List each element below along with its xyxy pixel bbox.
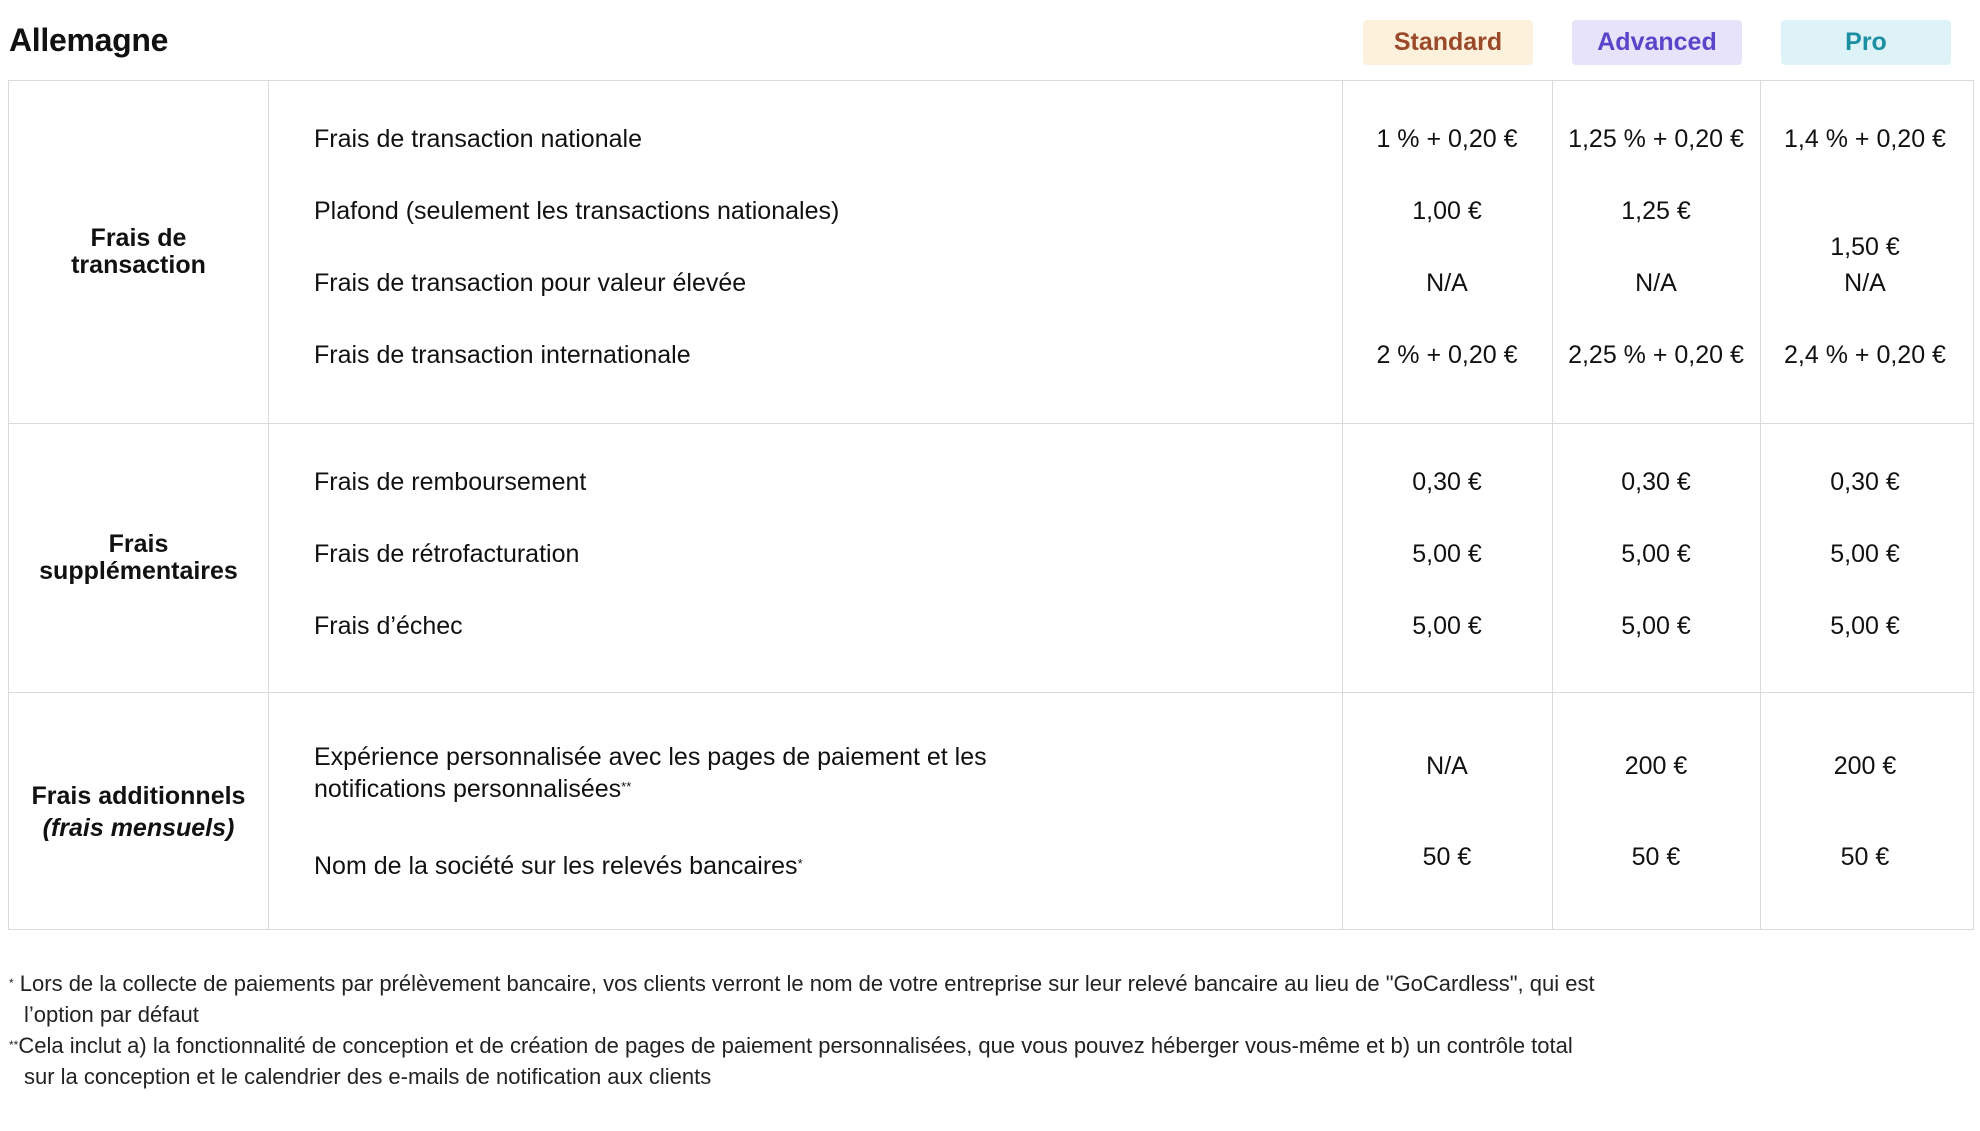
value-advanced: 5,00 € — [1621, 612, 1691, 640]
section-label-line: (frais mensuels) — [42, 813, 235, 842]
row-label: Frais de transaction internationale — [314, 341, 691, 369]
row-label: Frais de remboursement — [314, 468, 587, 496]
value-pro: 0,30 € — [1830, 468, 1900, 496]
value-advanced: 5,00 € — [1621, 540, 1691, 568]
footnote-1 — [9, 968, 1729, 1030]
value-standard: 50 € — [1422, 843, 1472, 871]
row-label: Frais d’échec — [314, 612, 463, 640]
column-divider — [1342, 81, 1343, 929]
value-standard: N/A — [1426, 752, 1468, 780]
section-label-line: Frais de — [90, 224, 187, 252]
value-standard: N/A — [1426, 269, 1468, 297]
value-advanced: 2,25 % + 0,20 € — [1568, 341, 1744, 369]
footnote-text: sur la conception et le calendrier des e-mails de notification aux clients — [24, 1064, 712, 1089]
footnote-2 — [9, 1030, 1729, 1092]
column-divider — [1760, 81, 1761, 929]
section-divider — [9, 423, 1973, 424]
row-label — [314, 741, 987, 805]
row-label: Frais de transaction nationale — [314, 125, 642, 153]
value-standard: 5,00 € — [1412, 540, 1482, 568]
value-pro: 50 € — [1840, 843, 1890, 871]
section-label-transaction — [9, 81, 268, 423]
footnote-text: l’option par défaut — [24, 1002, 199, 1027]
plan-badge-pro: Pro — [1781, 20, 1951, 65]
section-label-line: transaction — [71, 251, 206, 279]
section-label-line: Frais additionnels — [31, 781, 246, 810]
value-pro: 1,4 % + 0,20 € — [1784, 125, 1946, 153]
column-divider — [1552, 81, 1553, 929]
footnote-text: Cela inclut a) la fonctionnalité de conception et de création de pages de paiement personnalisées, que vous pouvez héberger vous-même et b) un contrôle total — [18, 1033, 1573, 1058]
value-advanced: 200 € — [1624, 752, 1688, 780]
value-standard: 2 % + 0,20 € — [1376, 341, 1518, 369]
page-title: Allemagne — [9, 22, 169, 58]
value-standard: 1 % + 0,20 € — [1376, 125, 1518, 153]
row-label-text: Nom de la société sur les relevés bancaires — [314, 852, 798, 880]
section-divider — [9, 692, 1973, 693]
footnote-marker: ** — [9, 1038, 19, 1052]
footnote-marker: * — [9, 976, 14, 990]
row-label: Frais de rétrofacturation — [314, 540, 580, 568]
value-standard: 1,00 € — [1412, 197, 1482, 225]
value-advanced: 0,30 € — [1621, 468, 1691, 496]
value-pro: 1,50 € — [1830, 233, 1900, 261]
value-pro: 5,00 € — [1830, 540, 1900, 568]
section-label-supplementary — [9, 423, 268, 692]
value-pro: 200 € — [1833, 752, 1897, 780]
value-pro: 2,4 % + 0,20 € — [1784, 341, 1946, 369]
footnote-marker: * — [797, 856, 803, 871]
row-label: Frais de transaction pour valeur élevée — [314, 269, 747, 297]
value-advanced: N/A — [1635, 269, 1677, 297]
value-pro: 5,00 € — [1830, 612, 1900, 640]
value-advanced: 50 € — [1631, 843, 1681, 871]
footnote-marker: ** — [621, 779, 632, 794]
section-label-line: Frais — [108, 529, 169, 558]
value-standard: 5,00 € — [1412, 612, 1482, 640]
value-pro: N/A — [1844, 269, 1886, 297]
plan-badge-standard: Standard — [1363, 20, 1533, 65]
section-label-additional — [9, 692, 268, 931]
pricing-table — [8, 80, 1974, 930]
section-label-line: supplémentaires — [39, 556, 238, 585]
footnote-text: Lors de la collecte de paiements par prélèvement bancaire, vos clients verront le nom de votre entreprise sur leur relevé bancaire au lieu de "GoCardless", qui est — [13, 971, 1595, 996]
row-label-line: notifications personnalisées — [314, 775, 622, 803]
value-standard: 0,30 € — [1412, 468, 1482, 496]
plan-badge-advanced: Advanced — [1572, 20, 1742, 65]
column-divider — [268, 81, 269, 929]
row-label — [314, 850, 803, 882]
value-advanced: 1,25 % + 0,20 € — [1568, 125, 1744, 153]
row-label-line: Expérience personnalisée avec les pages de paiement et les — [314, 743, 987, 771]
value-advanced: 1,25 € — [1621, 197, 1691, 225]
row-label: Plafond (seulement les transactions nationales) — [314, 197, 840, 225]
